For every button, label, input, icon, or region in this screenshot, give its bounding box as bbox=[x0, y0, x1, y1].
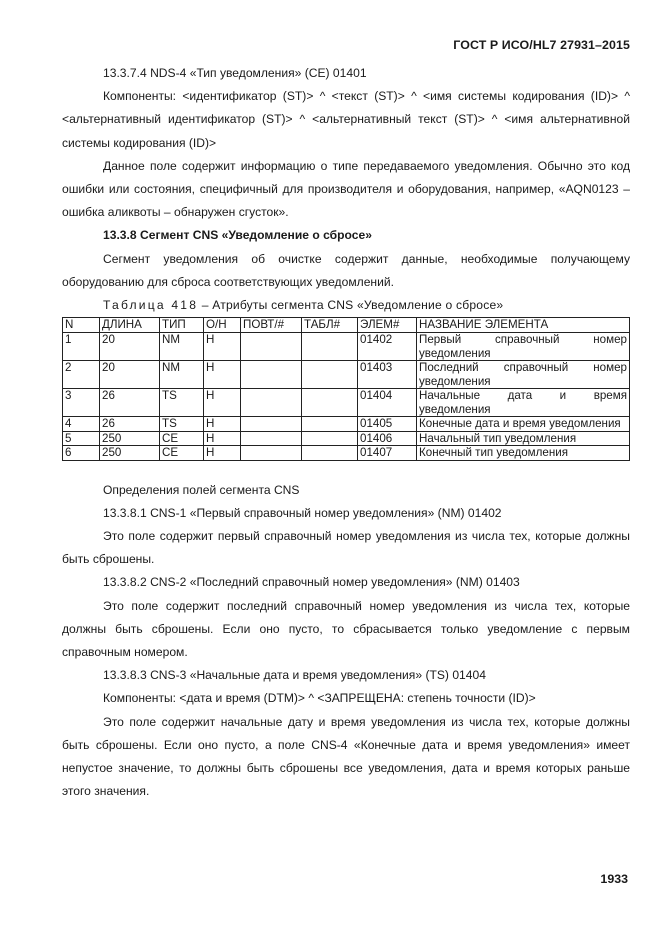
cell-optionality: Н bbox=[204, 446, 241, 461]
page-number: 1933 bbox=[600, 872, 628, 886]
col-header: N bbox=[63, 318, 100, 333]
table-row bbox=[63, 431, 630, 446]
cell-element-name: Последний справочный номер уведомления bbox=[417, 361, 630, 389]
cell-length: 26 bbox=[100, 389, 160, 417]
cell-repeat bbox=[241, 389, 302, 417]
cell-element: 01403 bbox=[358, 361, 417, 389]
cell-type: TS bbox=[160, 417, 204, 432]
cell-table bbox=[302, 446, 358, 461]
col-header: НАЗВАНИЕ ЭЛЕМЕНТА bbox=[417, 318, 630, 333]
col-header: О/Н bbox=[204, 318, 241, 333]
paragraph: Компоненты: <идентификатор (ST)> ^ <текст (ST)> ^ <имя системы кодирования (ID)> ^ <альтернативный идентификатор (ST)> ^ <альтернативный текст (ST)> ^ <имя альтернативной системы кодирования (ID)> bbox=[62, 89, 630, 150]
cell-length: 250 bbox=[100, 446, 160, 461]
paragraph: Это поле содержит последний справочный номер уведомления из числа тех, которые должны быть сброшены. Если оно пусто, то сбрасывается только уведомление с первым справочным номером. bbox=[62, 598, 630, 659]
col-header: ТИП bbox=[160, 318, 204, 333]
cell-repeat bbox=[241, 361, 302, 389]
section-heading: 13.3.8 Сегмент CNS «Уведомление о сбросе» bbox=[103, 228, 372, 243]
cell-element-name: Начальный тип уведомления bbox=[417, 431, 630, 446]
table-caption: Таблица 418 – Атрибуты сегмента CNS «Уведомление о сбросе» bbox=[103, 298, 504, 313]
col-header: ЭЛЕМ# bbox=[358, 318, 417, 333]
cell-element-name: Начальные дата и время уведомления bbox=[417, 389, 630, 417]
cell-repeat bbox=[241, 333, 302, 361]
section-title: 13.3.7.4 NDS-4 «Тип уведомления» (CE) 01401 bbox=[103, 66, 367, 80]
cell-n: 4 bbox=[63, 417, 100, 432]
table-header-row bbox=[63, 318, 630, 333]
table-row bbox=[63, 417, 630, 432]
cell-type: NM bbox=[160, 361, 204, 389]
definitions-heading: Определения полей сегмента CNS bbox=[103, 482, 300, 497]
cell-length: 250 bbox=[100, 431, 160, 446]
cell-element: 01405 bbox=[358, 417, 417, 432]
cell-optionality: Н bbox=[204, 361, 241, 389]
table-row bbox=[63, 389, 630, 417]
col-header: ПОВТ/# bbox=[241, 318, 302, 333]
paragraph: Это поле содержит первый справочный номер уведомления из числа тех, которые должны быть сброшены. bbox=[62, 528, 630, 567]
table-row bbox=[63, 361, 630, 389]
cell-n: 3 bbox=[63, 389, 100, 417]
cell-element-name: Первый справочный номер уведомления bbox=[417, 333, 630, 361]
attributes-table bbox=[62, 317, 630, 461]
cell-element: 01402 bbox=[358, 333, 417, 361]
table-row bbox=[63, 333, 630, 361]
cell-type: CE bbox=[160, 431, 204, 446]
paragraph: Сегмент уведомления об очистке содержит данные, необходимые получающему оборудованию для сброса соответствующих уведомлений. bbox=[62, 251, 630, 289]
cell-table bbox=[302, 417, 358, 432]
table-row bbox=[63, 446, 630, 461]
cell-element: 01406 bbox=[358, 431, 417, 446]
paragraph: Это поле содержит начальные дату и время уведомления из числа тех, которые должны быть сброшены. Если оно пусто, а поле CNS-4 «Конечные дата и время уведомления» имеет непустое значение, то должны быть сброшены все уведомления, дата и время которых раньше этого значения. bbox=[62, 714, 630, 799]
cell-optionality: Н bbox=[204, 417, 241, 432]
col-header: ТАБЛ# bbox=[302, 318, 358, 333]
cell-table bbox=[302, 361, 358, 389]
cell-element: 01407 bbox=[358, 446, 417, 461]
section-title: 13.3.8.2 CNS-2 «Последний справочный номер уведомления» (NM) 01403 bbox=[103, 575, 520, 590]
cell-length: 20 bbox=[100, 361, 160, 389]
cell-table bbox=[302, 333, 358, 361]
cell-optionality: Н bbox=[204, 333, 241, 361]
cell-n: 1 bbox=[63, 333, 100, 361]
cell-optionality: Н bbox=[204, 389, 241, 417]
cell-repeat bbox=[241, 417, 302, 432]
cell-element-name: Конечные дата и время уведомления bbox=[417, 417, 630, 432]
cell-element: 01404 bbox=[358, 389, 417, 417]
cell-repeat bbox=[241, 431, 302, 446]
paragraph: Компоненты: <дата и время (DTM)> ^ <ЗАПРЕЩЕНА: степень точности (ID)> bbox=[103, 691, 536, 706]
table-caption-label: Таблица 418 bbox=[103, 298, 199, 313]
paragraph: Данное поле содержит информацию о типе передаваемого уведомления. Обычно это код ошибки или состояния, специфичный для производителя и оборудования, например, «AQN0123 – ошибка аликвоты – обнаружен сгусток». bbox=[62, 158, 630, 220]
page-content bbox=[62, 62, 630, 803]
cell-length: 26 bbox=[100, 417, 160, 432]
cell-n: 5 bbox=[63, 431, 100, 446]
cell-n: 2 bbox=[63, 361, 100, 389]
cell-type: TS bbox=[160, 389, 204, 417]
cell-type: CE bbox=[160, 446, 204, 461]
cell-element-name: Конечный тип уведомления bbox=[417, 446, 630, 461]
cell-type: NM bbox=[160, 333, 204, 361]
cell-length: 20 bbox=[100, 333, 160, 361]
col-header: ДЛИНА bbox=[100, 318, 160, 333]
cell-repeat bbox=[241, 446, 302, 461]
cell-table bbox=[302, 389, 358, 417]
cell-optionality: Н bbox=[204, 431, 241, 446]
section-title: 13.3.8.3 CNS-3 «Начальные дата и время уведомления» (TS) 01404 bbox=[103, 668, 486, 683]
table-caption-text: Атрибуты сегмента CNS «Уведомление о сбросе» bbox=[212, 298, 504, 313]
cell-table bbox=[302, 431, 358, 446]
cell-n: 6 bbox=[63, 446, 100, 461]
document-header: ГОСТ Р ИСО/HL7 27931–2015 bbox=[453, 38, 630, 52]
section-title: 13.3.8.1 CNS-1 «Первый справочный номер уведомления» (NM) 01402 bbox=[103, 505, 502, 520]
